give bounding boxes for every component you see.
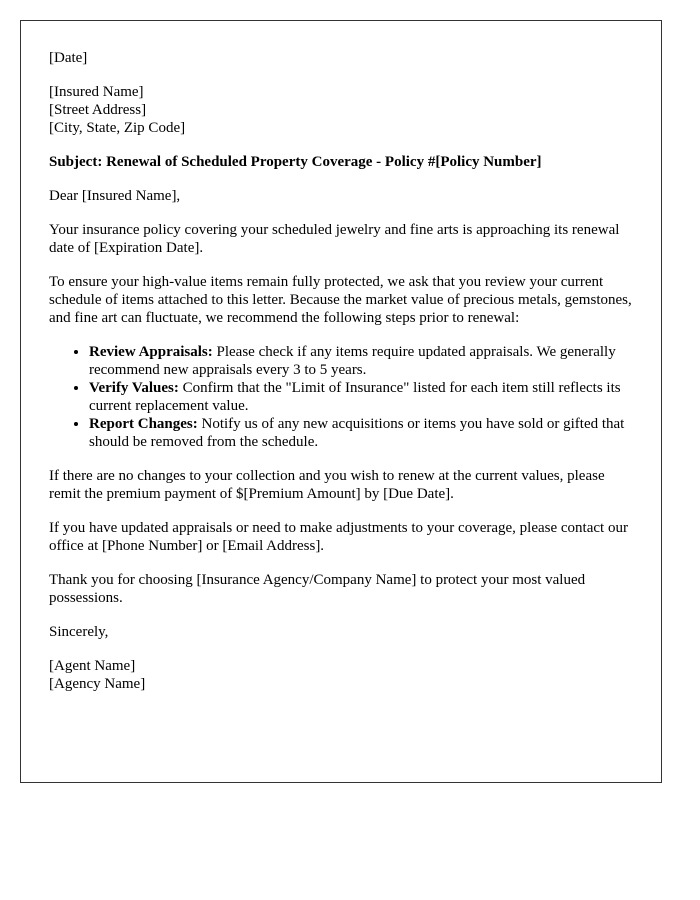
body-paragraph: Your insurance policy covering your scheduled jewelry and fine arts is approaching its renewal date of [Expiration Date]. (49, 222, 620, 256)
recipient-street: [Street Address] (49, 102, 147, 118)
agency-name: [Agency Name] (49, 676, 146, 692)
recipient-address (49, 83, 633, 137)
subject-text: Subject: Renewal of Scheduled Property Coverage - Policy #[Policy Number] (49, 154, 542, 170)
step-title: Verify Values: (89, 380, 179, 396)
agent-name: [Agent Name] (49, 658, 136, 674)
signature-block (49, 657, 633, 693)
body-paragraph: If you have updated appraisals or need to make adjustments to your coverage, please contact our office at [Phone Number] or [Email Address]. (49, 520, 628, 554)
list-item (89, 379, 633, 415)
letter (20, 20, 662, 783)
date: [Date] (49, 50, 88, 66)
body-paragraph: Thank you for choosing [Insurance Agency/Company Name] to protect your most valued possessions. (49, 572, 586, 606)
subject-line (49, 153, 633, 171)
list-item (89, 343, 633, 379)
step-title: Review Appraisals: (89, 344, 213, 360)
step-text: Confirm that the "Limit of Insurance" listed for each item still reflects its current replacement value. (89, 380, 621, 414)
salutation: Dear [Insured Name], (49, 188, 181, 204)
recipient-city: [City, State, Zip Code] (49, 120, 186, 136)
body-paragraph: To ensure your high-value items remain fully protected, we ask that you review your current schedule of items attached to this letter. Because the market value of precious metals, gemstones, and fine art can fluctuate, we recommend the following steps prior to renewal: (49, 274, 632, 326)
body-paragraph: If there are no changes to your collection and you wish to renew at the current values, please remit the premium payment of $[Premium Amount] by [Due Date]. (49, 468, 605, 502)
list-item (89, 415, 633, 451)
signoff: Sincerely, (49, 624, 109, 640)
step-text: Notify us of any new acquisitions or items you have sold or gifted that should be removed from the schedule. (89, 416, 625, 450)
step-title: Report Changes: (89, 416, 198, 432)
steps-list (49, 343, 633, 451)
recipient-name: [Insured Name] (49, 84, 144, 100)
step-text: Please check if any items require updated appraisals. We generally recommend new appraisals every 3 to 5 years. (89, 344, 616, 378)
